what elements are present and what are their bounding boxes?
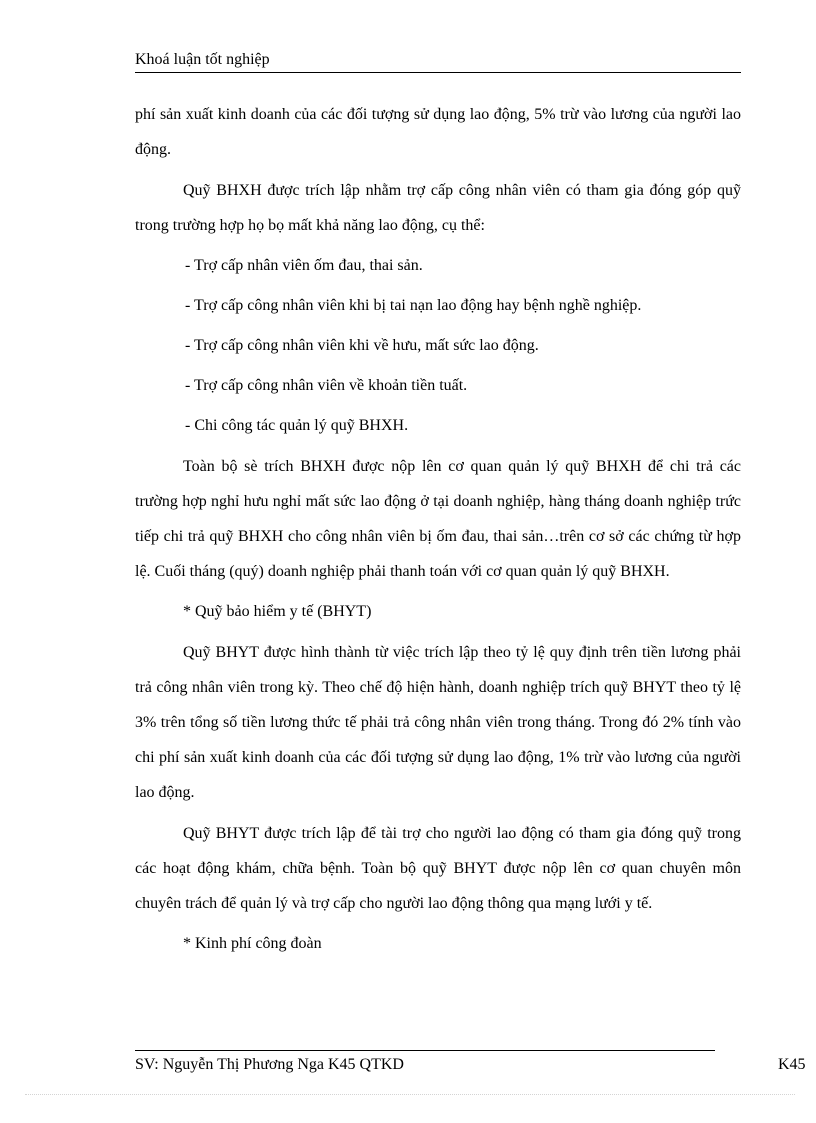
page-edge-divider — [25, 1094, 795, 1095]
list-item: - Trợ cấp nhân viên ốm đau, thai sản. — [185, 257, 423, 274]
paragraph-1: phí sản xuất kinh doanh của các đối tượng sử dụng lao động, 5% trừ vào lương của người lao động. — [135, 106, 741, 158]
list-item: - Trợ cấp công nhân viên khi bị tai nạn lao động hay bệnh nghề nghiệp. — [185, 297, 642, 314]
paragraph-2: Quỹ BHXH được trích lập nhằm trợ cấp công nhân viên có tham gia đóng góp quỹ trong trường hợp họ bọ mất khả năng lao động, cụ thể: — [135, 182, 741, 234]
section-heading-kpcd: * Kinh phí công đoàn — [183, 935, 322, 952]
paragraph-5: Quỹ BHYT được trích lập để tài trợ cho người lao động có tham gia đóng quỹ trong các hoạt động khám, chữa bệnh. Toàn bộ quỹ BHYT được nộp lên cơ quan chuyên môn chuyên trách để quản lý và trợ cấp cho người lao động thông qua mạng lưới y tế. — [135, 825, 741, 912]
page-header: Khoá luận tốt nghiệp — [135, 50, 741, 73]
paragraph-4: Quỹ BHYT được hình thành từ việc trích lập theo tỷ lệ quy định trên tiền lương phải trả công nhân viên trong kỳ. Theo chế độ hiện hành, doanh nghiệp trích quỹ BHYT theo tỷ lệ 3% trên tổng số tiền lương thức tế phải trả công nhân viên trong tháng. Trong đó 2% tính vào chi phí sản xuất kinh doanh của các đối tượng sử dụng lao động, 1% trừ vào lương của người lao động. — [135, 644, 741, 801]
list-item: - Chi công tác quản lý quỹ BHXH. — [185, 417, 409, 434]
list-item: - Trợ cấp công nhân viên về khoản tiền tuất. — [185, 377, 468, 394]
footer-divider — [135, 1050, 715, 1051]
footer-code: K45 — [778, 1056, 806, 1073]
paragraph-3: Toàn bộ sè trích BHXH được nộp lên cơ quan quản lý quỹ BHXH để chi trả các trường hợp nghỉ hưu nghỉ mất sức lao động ở tại doanh nghiệp, hàng tháng doanh nghiệp trức tiếp chi trả quỹ BHXH cho công nhân viên bị ốm đau, thai sản…trên cơ sở các chứng từ hợp lệ. Cuối tháng (quý) doanh nghiệp phải thanh toán với cơ quan quản lý quỹ BHXH. — [135, 458, 741, 580]
list-item: - Trợ cấp công nhân viên khi về hưu, mất sức lao động. — [185, 337, 539, 354]
footer-student: SV: Nguyễn Thị Phương Nga K45 QTKD — [135, 1056, 404, 1073]
document-body — [135, 97, 741, 961]
section-heading-bhyt: * Quỹ bảo hiểm y tế (BHYT) — [183, 603, 372, 620]
